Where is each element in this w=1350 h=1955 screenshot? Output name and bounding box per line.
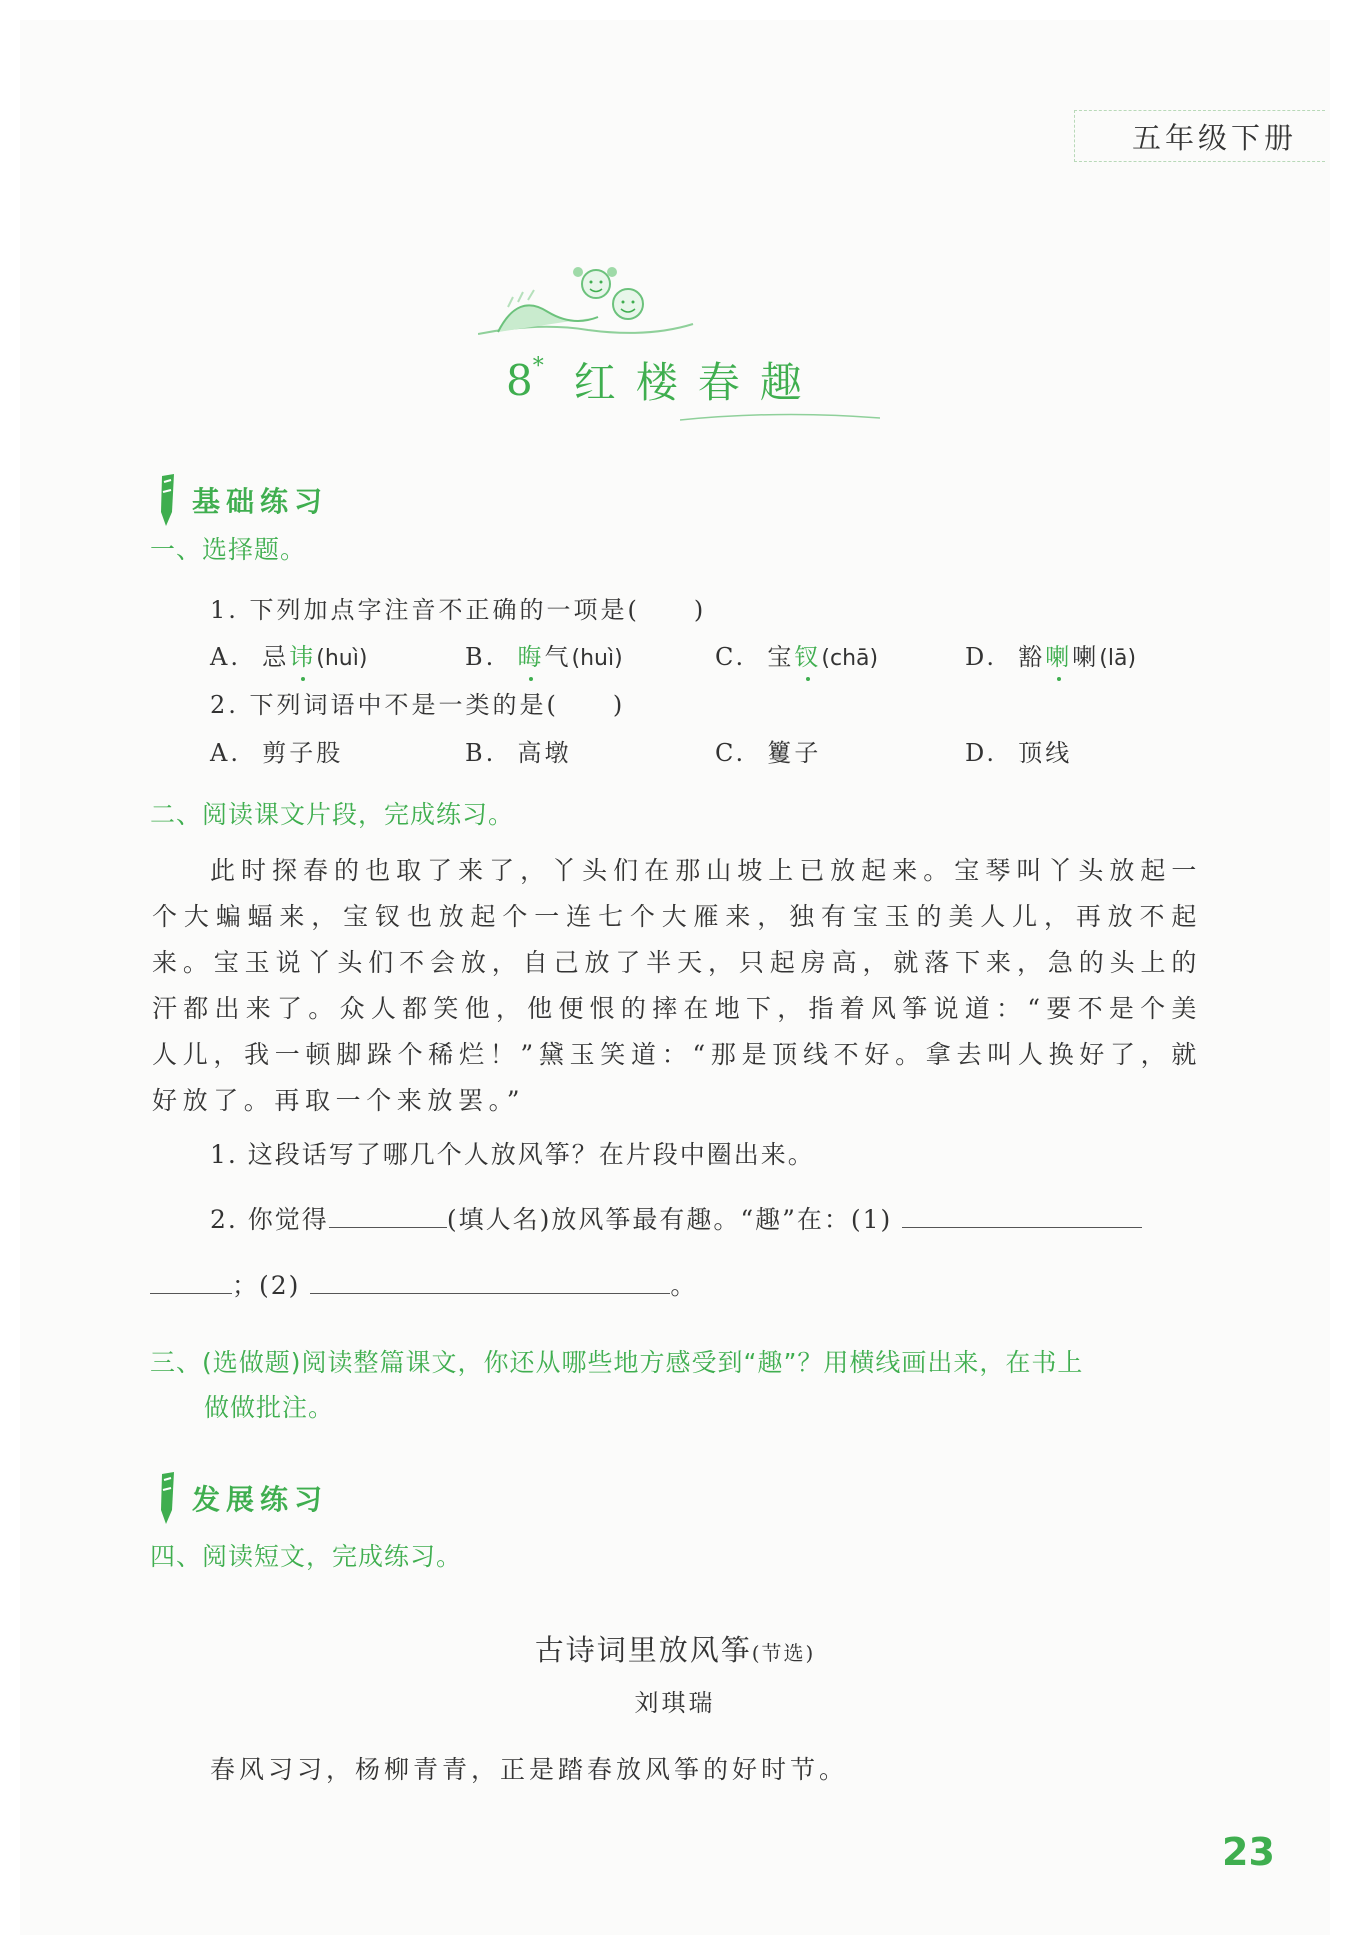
question-1-2-stem: 2. 下列词语中不是一类的是( ) [210,691,626,719]
question-2-2-line1: 2. 你觉得 (填人名)放风筝最有趣。“趣”在：(1) [210,1200,1142,1236]
lesson-star: * [532,353,544,379]
section-development-practice [152,1470,328,1526]
q1-option-b: B. 晦气(huì) [465,643,623,671]
q1-option-c: C. 宝钗(chā) [715,643,879,671]
section-development-title: 发展练习 [192,1483,329,1516]
lesson-number: 8 [506,355,533,405]
article-first-line: 春风习习，杨柳青青，正是踏春放风筝的好时节。 [210,1755,849,1784]
answer-blank-2[interactable] [310,1289,670,1294]
q2-option-b: B. 高墩 [465,739,572,767]
question-1-1-stem: 1. 下列加点字注音不正确的一项是( ) [210,596,707,624]
kids-illustration-icon [478,262,698,342]
grade-label: 五年级下册 [1131,120,1297,155]
question-3-line1: 三、(选做题)阅读整篇课文，你还从哪些地方感受到“趣”？用横线画出来，在书上 [150,1348,1084,1377]
page-number: 23 [1222,1830,1275,1874]
q2-option-d: D. 顶线 [965,739,1073,767]
q2-option-a: A. 剪子股 [210,739,344,767]
answer-blank-name[interactable] [329,1223,447,1228]
answer-blank-1-cont[interactable] [150,1289,232,1294]
grade-tag [1074,110,1325,162]
question-3-line2: 做做批注。 [204,1393,335,1422]
question-1-heading: 一、选择题。 [150,535,307,564]
question-2-2-line2: ；(2) 。 [150,1266,697,1302]
article-title: 古诗词里放风筝 [534,1633,752,1667]
title-underline [680,412,880,424]
article-note: (节选) [751,1641,816,1665]
article-author: 刘琪瑞 [634,1689,716,1717]
lesson-title [506,350,822,410]
article-title-row [0,1628,1350,1669]
question-2-heading: 二、阅读课文片段，完成练习。 [150,800,515,829]
pencil-icon [152,472,186,528]
pencil-icon [152,1470,186,1526]
q1-option-a: A. 忌讳(huì) [210,643,368,671]
question-2-1: 1. 这段话写了哪几个人放风筝？在片段中圈出来。 [210,1140,815,1169]
section-basic-practice [152,472,328,528]
answer-blank-1[interactable] [902,1223,1142,1228]
q2-option-c: C. 籰子 [715,739,822,767]
q1-option-d: D. 豁喇喇(lā) [965,643,1137,671]
question-4-heading: 四、阅读短文，完成练习。 [150,1542,463,1571]
lesson-title-text: 红楼春趣 [573,358,822,407]
section-basic-title: 基础练习 [192,485,329,518]
passage-text: 此时探春的也取了来了，丫头们在那山坡上已放起来。宝琴叫丫头放起一个大蝙蝠来，宝钗也放起个一连七个大雁来，独有宝玉的美人儿，再放不起来。宝玉说丫头们不会放，自己放了半天，只起房高，就落下来，急的头上的汗都出来了。众人都笑他，他便恨的摔在地下，指着风筝说道：“要不是个美人儿，我一顿脚跺个稀烂！”黛玉笑道：“那是顶线不好。拿去叫人换好了，就好放了。再取一个来放罢。” [152,856,1202,1115]
